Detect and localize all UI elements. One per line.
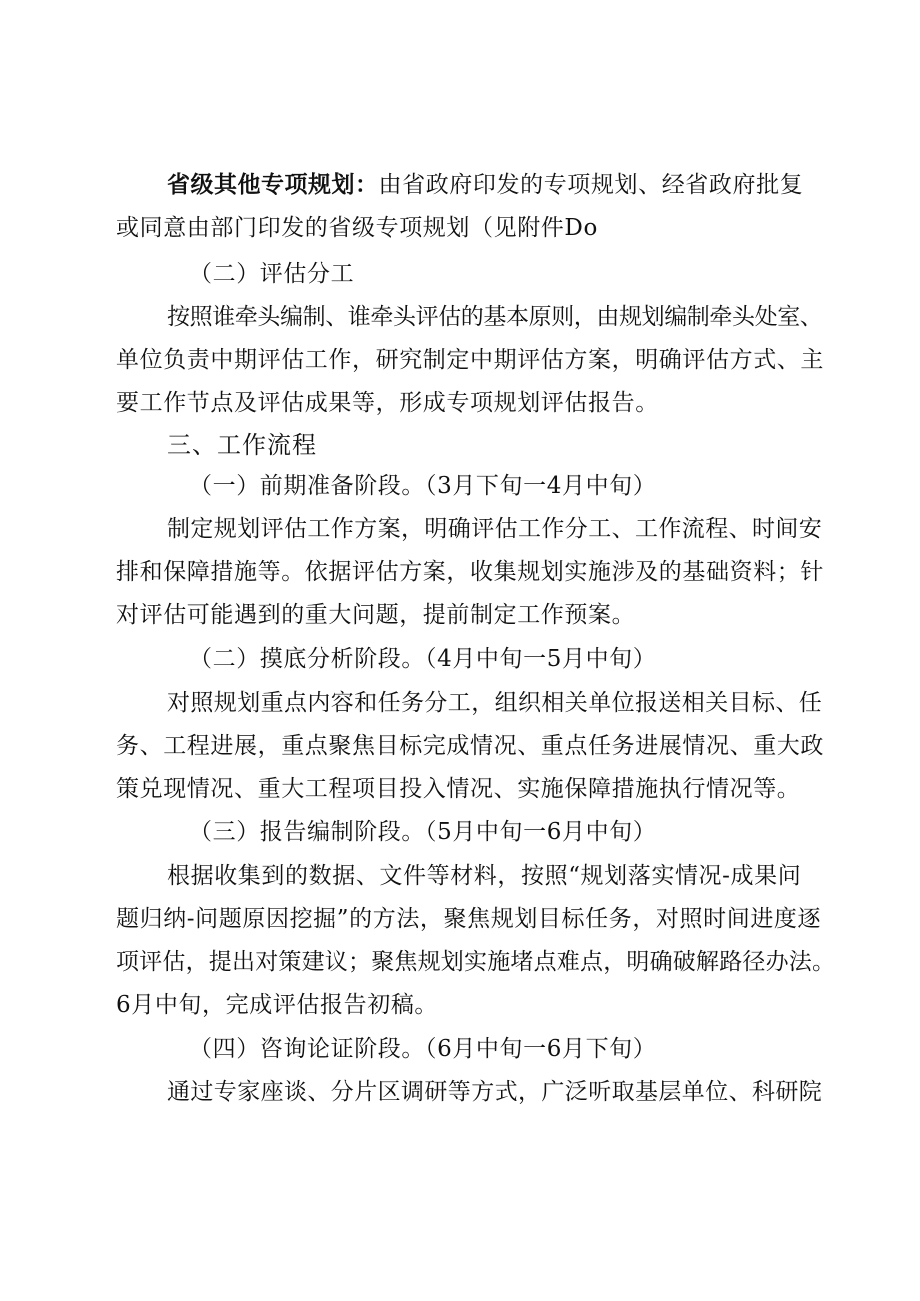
stage-2-line-3: 策兑现情况、重大工程项目投入情况、实施保障措施执行情况等。: [116, 776, 801, 802]
stage-3-line-2: 题归纳-问题原因挖掘”的方法，聚焦规划目标任务，对照时间进度逐: [116, 906, 822, 932]
stage-1-line-2: 排和保障措施等。依据评估方案，收集规划实施涉及的基础资料；针: [116, 559, 824, 585]
stage-3-line-1: 根据收集到的数据、文件等材料，按照“规划落实情况-成果问: [167, 863, 802, 889]
paragraph-2-line-1: 按照谁牵头编制、谁牵头评估的基本原则，由规划编制牵头处室、: [167, 304, 823, 330]
stage-2-title: （二）摸底分析阶段。（4月中旬一5月中旬）: [189, 646, 657, 672]
stage-1-title: （一）前期准备阶段。（3月下旬一4月中旬）: [189, 473, 657, 499]
stage-1-line-3: 对评估可能遇到的重大问题，提前制定工作预案。: [116, 602, 636, 628]
paragraph-1-line-1: [167, 168, 827, 202]
paragraph-2-line-3: 要工作节点及评估成果等，形成专项规划评估报告。: [116, 390, 659, 416]
stage-4-line-1: 通过专家座谈、分片区调研等方式，广泛听取基层单位、科研院: [167, 1079, 823, 1105]
stage-3-line-3: 项评估，提出对策建议；聚焦规划实施堵点难点，明确破解路径办法。: [116, 949, 836, 975]
section-title-workflow: 三、工作流程: [167, 431, 317, 459]
paragraph-2-line-2: 单位负责中期评估工作，研究制定中期评估方案，明确评估方式、主: [116, 347, 824, 373]
stage-2-line-2: 务、工程进展，重点聚焦目标完成情况、重点任务进展情况、重大政: [116, 733, 824, 759]
category-description: 由省政府印发的专项规划、经省政府批复: [378, 172, 804, 198]
paragraph-1-line-2: 或同意由部门印发的省级专项规划（见附件Do: [116, 215, 598, 241]
subsection-title-evaluation-division: （二）评估分工: [189, 261, 355, 287]
stage-1-line-1: 制定规划评估工作方案，明确评估工作分工、工作流程、时间安: [167, 516, 823, 542]
stage-3-line-4: 6月中旬，完成评估报告初稿。: [116, 992, 439, 1018]
category-lead: 省级其他专项规划：: [167, 172, 379, 198]
stage-3-title: （三）报告编制阶段。（5月中旬一6月中旬）: [189, 819, 657, 845]
stage-4-title: （四）咨询论证阶段。（6月中旬一6月下旬）: [189, 1036, 657, 1062]
stage-2-line-1: 对照规划重点内容和任务分工，组织相关单位报送相关目标、任: [167, 690, 823, 716]
